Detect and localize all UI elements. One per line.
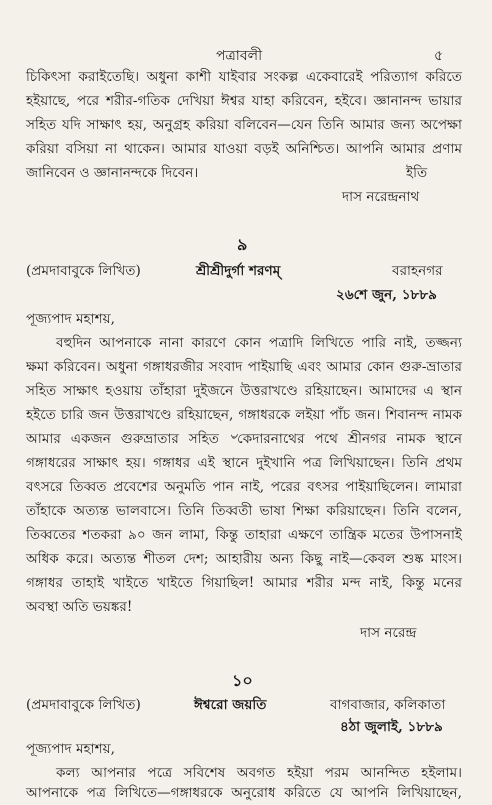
- paragraph-line: হইতে চারি জন উত্তরাখণ্ডে রহিয়াছেন, গঙ্গাধরকে লইয়া পাঁচ জন। শিবানন্দ নামক: [26, 407, 462, 423]
- paragraph-line: আপনাকে পত্র লিখিতে—গঙ্গাধরকে অনুরোধ করিতে যে আপনি লিখিয়াছেন,: [26, 785, 462, 801]
- paragraph-line: কল্য আপনার পত্রে সবিশেষ অবগত হইয়া পরম আনন্দিত হইলাম।: [56, 765, 462, 781]
- letter-invocation: শ্রীশ্রীদুর্গা শরণম্: [196, 263, 281, 279]
- paragraph-line: গঙ্গাধর তাহাই খাইতে খাইতে গিয়াছিল! আমার শরীর মন্দ নাই, কিন্তু মনের: [26, 575, 462, 591]
- page-number: ৫: [434, 48, 444, 64]
- paragraph-line: গঙ্গাধরের সাক্ষাৎ হয়। গঙ্গাধর এই স্থানে দুইখানি পত্র লিখিয়াছেন। তিনি প্রথম: [26, 455, 462, 471]
- letter-date: ২৬শে জুন, ১৮৮৯: [336, 287, 437, 303]
- letter-recipient: (প্রমদাবাবুকে লিখিত): [26, 697, 141, 713]
- salutation: পূজ্যপাদ মহাশয়,: [26, 311, 115, 327]
- signature: দাস নরেন্দ্রনাথ: [342, 189, 420, 205]
- paragraph-line: সহিত সাক্ষাৎ হওয়ায় তাঁহারা দুইজনে উত্তরাখণ্ডে রহিয়াছেন। আমাদের এ স্থান: [26, 383, 462, 399]
- letter-place: বাগবাজার, কলিকাতা: [330, 697, 446, 713]
- paragraph-line: করিয়া বসিয়া না থাকেন। আমার যাওয়া বড়ই অনিশ্চিত। আপনি আমার প্রণাম: [26, 141, 462, 157]
- signature: দাস নরেন্দ্র: [360, 625, 417, 641]
- paragraph-line: তিব্বতের শতকরা ৯০ জন লামা, কিন্তু তাহারা এক্ষণে তান্ত্রিক মতের উপাসনাই: [26, 527, 462, 543]
- running-title: পত্রাবলী: [216, 48, 263, 64]
- paragraph-line: চিকিৎসা করাইতেছি। অধুনা কাশী যাইবার সংকল্প একেবারেই পরিত্যাগ করিতে: [26, 69, 462, 85]
- paragraph-line: বহুদিন আপনাকে নানা কারণে কোন পত্রাদি লিখিতে পারি নাই, তজ্জন্য: [56, 335, 462, 351]
- paragraph-line: ক্ষমা করিবেন। অধুনা গঙ্গাধরজীর সংবাদ পাইয়াছি এবং আমার কোন গুরু-ভ্রাতার: [26, 359, 462, 375]
- letter-number: ৯: [237, 235, 248, 254]
- paragraph-line: তাঁহাকে অত্যন্ত ভালবাসে। তিনি তিব্বতী ভাষা শিক্ষা করিয়াছেন। তিনি বলেন,: [26, 503, 462, 519]
- letter-place: বরাহনগর: [392, 263, 443, 279]
- closing-iti: ইতি: [406, 165, 428, 181]
- paragraph-line: অবস্থা অতি ভয়ঙ্কর!: [26, 599, 133, 615]
- paragraph-line: আমার একজন গুরুভ্রাতার সহিত ৺কেদারনাথের পথে শ্রীনগর নামক স্থানে: [26, 431, 462, 447]
- salutation: পূজ্যপাদ মহাশয়,: [26, 741, 115, 757]
- letter-number: ১০: [232, 671, 253, 690]
- letter-date: ৪ঠা জুলাই, ১৮৮৯: [340, 719, 443, 735]
- letter-recipient: (প্রমদাবাবুকে লিখিত): [26, 263, 141, 279]
- paragraph-line: সহিত যদি সাক্ষাৎ হয়, অনুগ্রহ করিয়া বলিবেন—যেন তিনি আমার জন্য অপেক্ষা: [26, 117, 462, 133]
- letter-invocation: ঈশ্বরো জয়তি: [194, 697, 267, 713]
- paragraph-line: জানিবেন ও জ্ঞানানন্দকে দিবেন।: [26, 165, 199, 181]
- paragraph-line: হইয়াছে, পরে শরীর-গতিক দেখিয়া ঈশ্বর যাহা করিবেন, হইবে। জ্ঞানানন্দ ভায়ার: [26, 93, 462, 109]
- paragraph-line: অধিক করে। অত্যন্ত শীতল দেশ; আহারীয় অন্য কিছু নাই—কেবল শুষ্ক মাংস।: [26, 551, 462, 567]
- paragraph-line: বৎসরে তিব্বত প্রবেশের অনুমতি পান নাই, পরের বৎসর পাইয়াছিলেন। লামারা: [26, 479, 462, 495]
